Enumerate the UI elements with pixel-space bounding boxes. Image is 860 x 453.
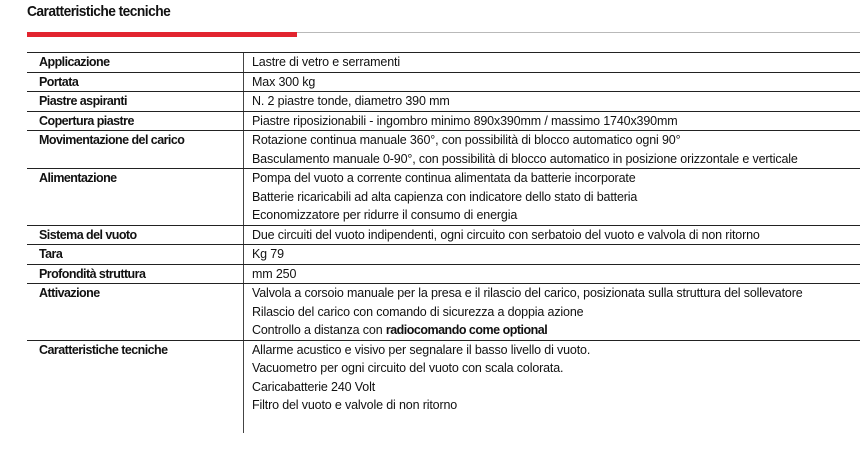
spec-value: Lastre di vetro e serramenti [252,55,400,69]
spec-label: Attivazione [39,286,100,300]
spec-values [243,265,860,284]
spec-value: Allarme acustico e visivo per segnalare il basso livello di vuoto. [252,342,591,357]
spec-row-movimentazione [27,131,860,169]
spec-value: Basculamento manuale 0-90°, con possibilità di blocco automatico in posizione orizzontale e verticale [252,151,798,166]
spec-table [27,52,860,433]
spec-values [243,169,860,225]
spec-label: Portata [39,74,79,89]
spec-values [243,73,860,92]
spec-row-tara [27,245,860,265]
spec-values [243,341,860,433]
spec-value: Economizzatore per ridurre il consumo di energia [252,208,518,222]
spec-row-profondita [27,265,860,285]
spec-value: Filtro del vuoto e valvole di non ritorno [252,398,458,412]
spec-value: Due circuiti del vuoto indipendenti, ogni circuito con serbatoio del vuoto e valvola di non ritorno [252,227,760,242]
spec-value: Pompa del vuoto a corrente continua alimentata da batterie incorporate [252,171,636,185]
spec-values [243,245,860,264]
spec-label: Movimentazione del carico [39,133,185,147]
spec-values [243,131,860,168]
spec-value: Valvola a corsoio manuale per la presa e il rilascio del carico, posizionata sulla struttura del sollevatore [252,286,803,300]
spec-label: Caratteristiche tecniche [39,342,168,357]
spec-label: Applicazione [39,55,110,69]
spec-value: N. 2 piastre tonde, diametro 390 mm [252,94,450,108]
spec-row-alimentazione [27,169,860,226]
spec-row-portata [27,73,860,93]
spec-values [243,112,860,131]
spec-row-piastre-aspiranti [27,92,860,112]
spec-row-sistema-vuoto [27,226,860,246]
spec-label: Tara [39,247,63,261]
spec-values [243,284,860,340]
spec-row-attivazione [27,284,860,341]
section-heading: Caratteristiche tecniche [27,3,171,20]
spec-value-optional: radiocomando come optional [385,323,548,337]
spec-label: Alimentazione [39,171,117,185]
spec-values [243,92,860,111]
heading-accent-bar [27,32,297,37]
spec-value: Rotazione continua manuale 360°, con possibilità di blocco automatico ogni 90° [252,133,681,147]
spec-values [243,226,860,245]
spec-value [252,321,860,340]
spec-value: Vacuometro per ogni circuito del vuoto con scala colorata. [252,361,564,375]
spec-value: mm 250 [252,266,297,281]
spec-value: Piastre riposizionabili - ingombro minimo 890x390mm / massimo 1740x390mm [252,113,678,128]
spec-value: Max 300 kg [252,74,316,89]
spec-values [243,53,860,72]
spec-label: Profondità struttura [39,266,146,281]
spec-row-copertura-piastre [27,112,860,132]
spec-value-prefix: Controllo a distanza con [252,323,386,337]
spec-value: Kg 79 [252,247,284,261]
spec-row-applicazione [27,52,860,73]
spec-label: Sistema del vuoto [39,227,137,242]
spec-label: Copertura piastre [39,113,134,128]
spec-value: Batterie ricaricabili ad alta capienza con indicatore dello stato di batteria [252,189,638,204]
spec-label: Piastre aspiranti [39,94,127,108]
spec-value: Caricabatterie 240 Volt [252,379,376,394]
spec-row-caratteristiche [27,341,860,433]
spec-value: Rilascio del carico con comando di sicurezza a doppia azione [252,304,584,319]
